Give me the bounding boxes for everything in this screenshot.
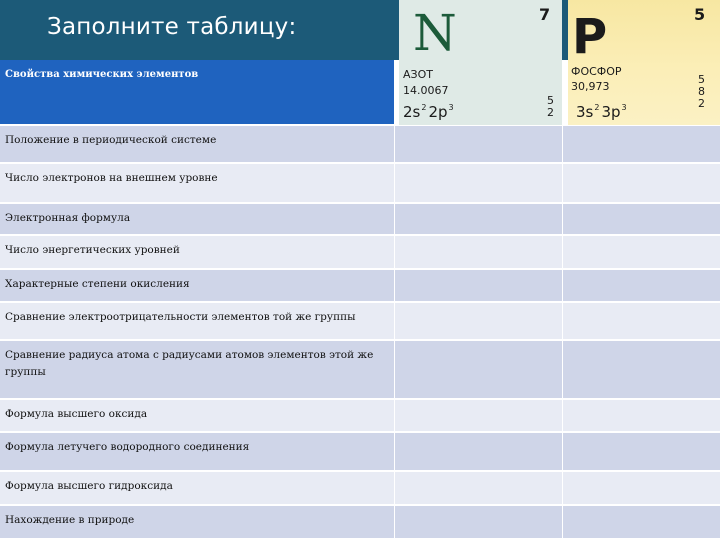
row-label: Сравнение электроотрицательности элементов той же группы xyxy=(5,311,356,323)
nitrogen-cell[interactable] xyxy=(395,303,563,341)
phosphorus-config-p-exp: 3 xyxy=(621,103,627,112)
row-label-cell xyxy=(0,506,395,540)
table-row xyxy=(0,506,720,540)
phosphorus-cell[interactable] xyxy=(563,303,720,341)
phosphorus-cell[interactable] xyxy=(563,506,720,540)
phosphorus-cell[interactable] xyxy=(563,472,720,506)
row-label: Нахождение в природе xyxy=(5,514,135,526)
table-row xyxy=(0,472,720,506)
phosphorus-shell: 2 xyxy=(698,97,705,110)
nitrogen-cell[interactable] xyxy=(395,164,563,204)
table-row xyxy=(0,341,720,400)
phosphorus-symbol: P xyxy=(572,9,608,65)
phosphorus-shells xyxy=(698,74,705,110)
nitrogen-cell[interactable] xyxy=(395,400,563,433)
phosphorus-atomic-number: 5 xyxy=(694,5,706,24)
row-label: Характерные степени окисления xyxy=(5,278,190,290)
phosphorus-cell[interactable] xyxy=(563,204,720,236)
page-title: Заполните таблицу: xyxy=(47,14,297,40)
nitrogen-config-s-exp: 2 xyxy=(421,103,427,112)
row-label: Формула высшего оксида xyxy=(5,408,148,420)
phosphorus-electron-config xyxy=(576,103,629,121)
phosphorus-config-s: 3s xyxy=(576,103,594,121)
phosphorus-config-p: 3p xyxy=(601,103,621,121)
phosphorus-shell: 5 xyxy=(698,73,705,86)
header-cell-properties xyxy=(0,60,395,126)
phosphorus-cell[interactable] xyxy=(563,164,720,204)
table-row xyxy=(0,164,720,204)
nitrogen-cell[interactable] xyxy=(395,433,563,472)
row-label-cell xyxy=(0,472,395,506)
phosphorus-cell[interactable] xyxy=(563,126,720,164)
row-label-cell xyxy=(0,433,395,472)
nitrogen-cell[interactable] xyxy=(395,341,563,400)
phosphorus-element-card xyxy=(568,0,720,125)
nitrogen-atomic-number: 7 xyxy=(539,5,551,24)
properties-table xyxy=(0,60,720,540)
row-label-cell xyxy=(0,164,395,204)
header-label: Свойства химических элементов xyxy=(5,69,199,80)
nitrogen-mass: 14.0067 xyxy=(403,84,449,97)
table-row xyxy=(0,126,720,164)
nitrogen-symbol: N xyxy=(413,4,457,62)
phosphorus-mass: 30,973 xyxy=(571,80,610,93)
table-row xyxy=(0,303,720,341)
row-label: Число электронов на внешнем уровне xyxy=(5,172,218,184)
phosphorus-cell[interactable] xyxy=(563,400,720,433)
row-label: Формула высшего гидроксида xyxy=(5,480,173,492)
nitrogen-cell[interactable] xyxy=(395,472,563,506)
phosphorus-cell[interactable] xyxy=(563,341,720,400)
table-row xyxy=(0,400,720,433)
nitrogen-shells xyxy=(547,95,554,119)
table-row xyxy=(0,270,720,303)
row-label-cell xyxy=(0,270,395,303)
row-label: Число энергетических уровней xyxy=(5,244,180,256)
nitrogen-cell[interactable] xyxy=(395,126,563,164)
phosphorus-config-s-exp: 2 xyxy=(594,103,600,112)
row-label-cell xyxy=(0,400,395,433)
row-label-cell xyxy=(0,126,395,164)
nitrogen-config-s: 2s xyxy=(403,103,421,121)
nitrogen-shell: 2 xyxy=(547,106,554,119)
phosphorus-cell[interactable] xyxy=(563,236,720,270)
phosphorus-name: ФОСФОР xyxy=(571,65,622,78)
row-label: Положение в периодической системе xyxy=(5,134,217,146)
row-label-cell xyxy=(0,341,395,400)
nitrogen-element-card xyxy=(399,0,562,125)
nitrogen-name: АЗОТ xyxy=(403,68,433,81)
phosphorus-cell[interactable] xyxy=(563,270,720,303)
nitrogen-cell[interactable] xyxy=(395,236,563,270)
row-label: Сравнение радиуса атома с радиусами атомов элементов этой же группы xyxy=(5,349,374,378)
nitrogen-cell[interactable] xyxy=(395,506,563,540)
nitrogen-config-p-exp: 3 xyxy=(448,103,454,112)
row-label-cell xyxy=(0,303,395,341)
table-row xyxy=(0,433,720,472)
nitrogen-config-p: 2p xyxy=(428,103,448,121)
table-row xyxy=(0,236,720,270)
phosphorus-cell[interactable] xyxy=(563,433,720,472)
row-label: Формула летучего водородного соединения xyxy=(5,441,250,453)
table-row xyxy=(0,204,720,236)
row-label-cell xyxy=(0,236,395,270)
nitrogen-electron-config xyxy=(403,103,456,121)
row-label: Электронная формула xyxy=(5,212,131,224)
row-label-cell xyxy=(0,204,395,236)
nitrogen-cell[interactable] xyxy=(395,204,563,236)
nitrogen-cell[interactable] xyxy=(395,270,563,303)
nitrogen-shell: 5 xyxy=(547,94,554,107)
phosphorus-shell: 8 xyxy=(698,85,705,98)
